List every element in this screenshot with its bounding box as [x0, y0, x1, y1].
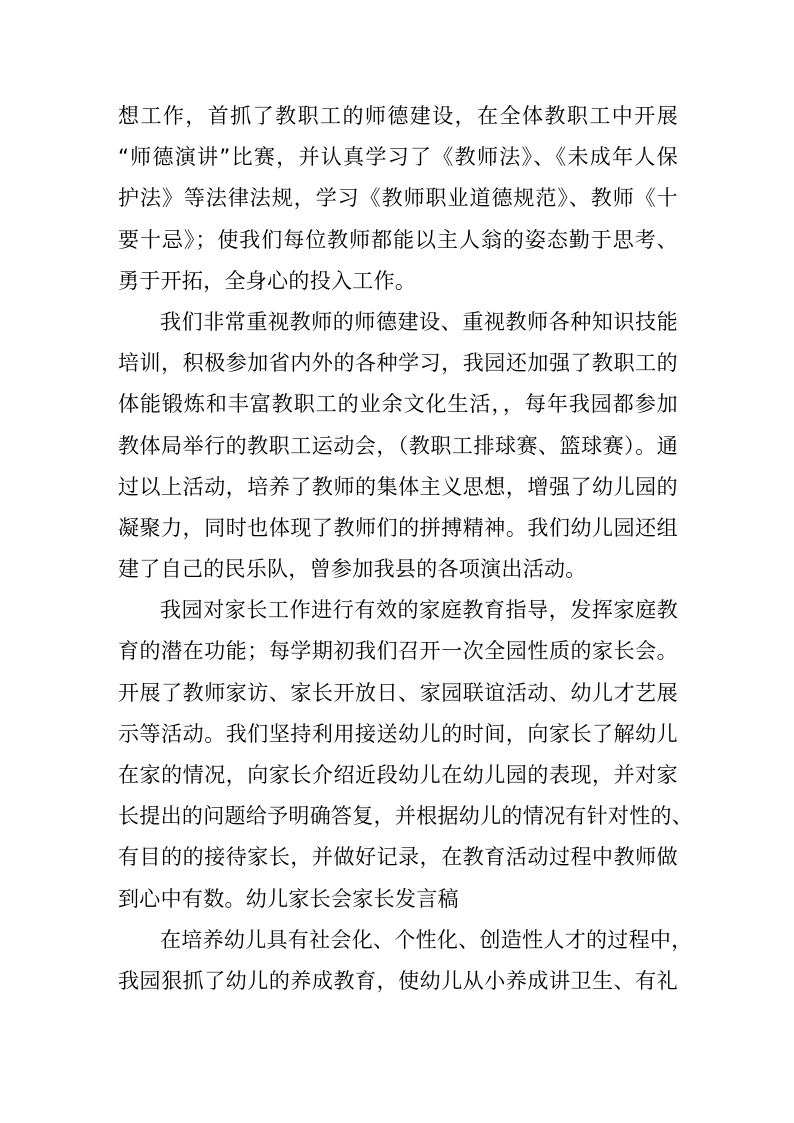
text-line: 在培养幼儿具有社会化、个性化、创造性人才的过程中，	[160, 927, 693, 952]
text-line: 在家的情况，向家长介绍近段幼儿在幼儿园的表现，并对家	[118, 763, 678, 787]
paragraph-4	[118, 920, 693, 1002]
paragraph-2	[118, 302, 678, 590]
text-line: 育的潜在功能；每学期初我们召开一次全园性质的家长会。	[118, 639, 678, 664]
text-line: 护法》等法律法规，学习《教师职业道德规范》、教师《十	[118, 186, 678, 211]
text-line: 长提出的问题给予明确答复，并根据幼儿的情况有针对性的、	[118, 804, 694, 829]
text-line: 我们非常重视教师的师德建设、重视教师各种知识技能	[160, 309, 678, 334]
text-line: 示等活动。我们坚持利用接送幼儿的时间，向家长了解幼儿	[118, 721, 678, 746]
text-line: 勇于开拓，全身心的投入工作。	[118, 268, 417, 293]
text-line: 有目的的接待家长，并做好记录，在教育活动过程中教师做	[118, 845, 678, 870]
text-line: 体能锻炼和丰富教职工的业余文化生活，，每年我园都参加	[118, 392, 678, 417]
text-line: 我园对家长工作进行有效的家庭教育指导，发挥家庭教	[160, 598, 678, 623]
paragraph-1	[118, 96, 678, 302]
text-line: 开展了教师家访、家长开放日、家园联谊活动、幼儿才艺展	[118, 680, 678, 705]
text-line: 到心中有数。幼儿家长会家长发言稿	[118, 886, 459, 911]
text-line: 想工作，首抓了教职工的师德建设，在全体教职工中开展	[118, 104, 678, 128]
text-line: 教体局举行的教职工运动会，（教职工排球赛、篮球赛）。通	[118, 433, 678, 458]
text-line: “师德演讲”比赛，并认真学习了《教师法》、《未成年人保	[118, 145, 678, 170]
text-line: 凝聚力，同时也体现了教师们的拼搏精神。我们幼儿园还组	[118, 515, 678, 540]
document-body	[118, 96, 694, 1002]
text-line: 过以上活动，培养了教师的集体主义思想，增强了幼儿园的	[118, 474, 678, 499]
paragraph-3	[118, 590, 694, 920]
text-line: 建了自己的民乐队，曾参加我县的各项演出活动。	[118, 557, 587, 582]
text-line: 我园狠抓了幼儿的养成教育，使幼儿从小养成讲卫生、有礼	[118, 968, 678, 993]
text-line: 培训，积极参加省内外的各种学习，我园还加强了教职工的	[118, 351, 678, 376]
text-line: 要十忌》；使我们每位教师都能以主人翁的姿态勤于思考、	[118, 227, 678, 252]
